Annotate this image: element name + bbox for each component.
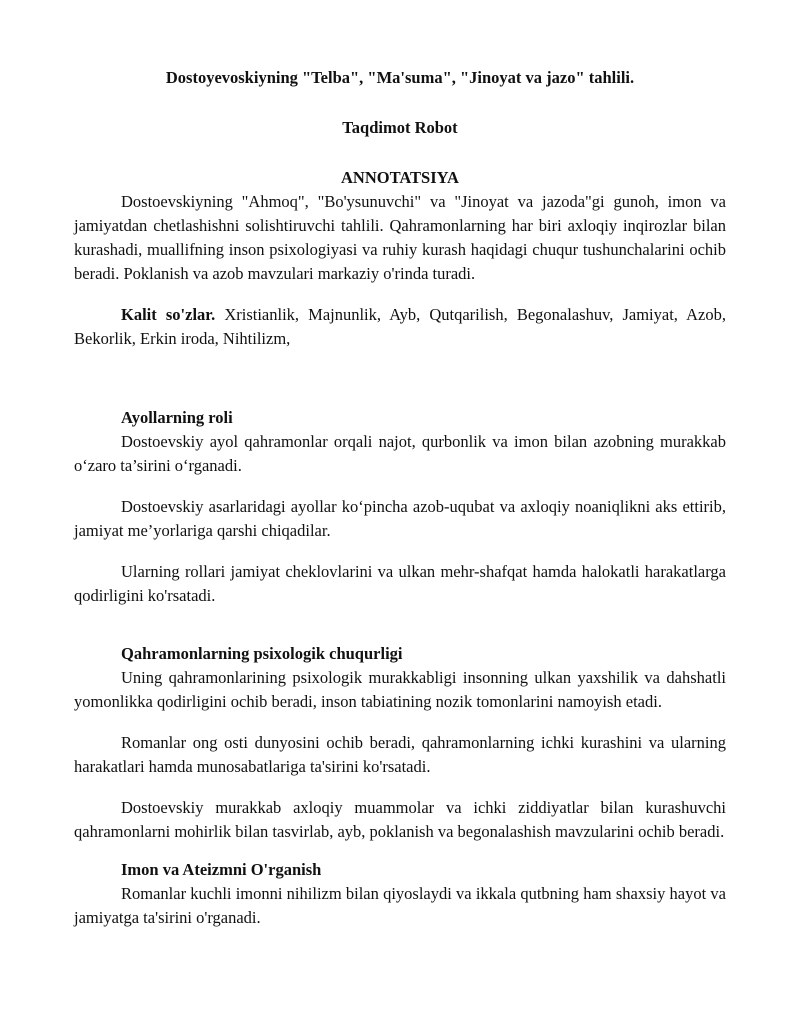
annotation-heading: ANNOTATSIYA xyxy=(341,168,459,187)
paragraph: Romanlar kuchli imonni nihilizm bilan qiyoslaydi va ikkala qutbning ham shaxsiy hayot va jamiyatga ta'sirini o'rganadi. xyxy=(74,884,726,927)
annotation-text: Dostoevskiyning "Ahmoq", "Bo'ysunuvchi" va "Jinoyat va jazoda"gi gunoh, imon va jamiyatdan chetlashishni solishtiruvchi tahlili. Qahramonlarning har biri axloqiy inqirozlar bilan kurashadi, muallifning inson psixologiyasi va ruhiy kurash haqidagi chuqur tushunchalarini ochib beradi. Poklanish va azob mavzulari markaziy o'rinda turadi. xyxy=(74,192,726,283)
paragraph: Dostoevskiy murakkab axloqiy muammolar va ichki ziddiyatlar bilan kurashuvchi qahramonlarni mohirlik bilan tasvirlab, ayb, poklanish va begonalashish mavzularini ochib beradi. xyxy=(74,798,726,841)
section-heading-psychological-depth: Qahramonlarning psixologik chuqurligi xyxy=(121,644,403,663)
keywords-label: Kalit so'zlar. xyxy=(121,305,216,324)
section-heading-faith-atheism: Imon va Ateizmni O'rganish xyxy=(121,860,322,879)
document-title: Dostoyevoskiyning "Telba", "Ma'suma", "Jinoyat va jazo" tahlili. xyxy=(165,68,635,87)
paragraph: Ularning rollari jamiyat cheklovlarini va ulkan mehr-shafqat hamda halokatli harakatlarga qodirligini ko'rsatadi. xyxy=(74,562,726,605)
document-page xyxy=(74,66,726,930)
paragraph: Romanlar ong osti dunyosini ochib beradi, qahramonlarning ichki kurashini va ularning harakatlari hamda munosabatlariga ta'sirini ko'rsatadi. xyxy=(74,733,726,776)
document-author: Taqdimot Robot xyxy=(342,118,458,137)
keywords-text: Xristianlik, Majnunlik, Ayb, Qutqarilish, Begonalashuv, Jamiyat, Azob, Bekorlik, Erkin iroda, Nihtilizm, xyxy=(74,305,726,348)
keywords-paragraph xyxy=(74,303,726,351)
paragraph: Uning qahramonlarining psixologik murakkabligi insonning ulkan yaxshilik va dahshatli yomonlikka qodirligini ochib beradi, inson tabiatining nozik tomonlarini namoyish etadi. xyxy=(74,668,726,711)
paragraph: Dostoevskiy ayol qahramonlar orqali najot, qurbonlik va imon bilan azobning murakkab o‘zaro ta’sirini o‘rganadi. xyxy=(74,432,726,475)
section-heading-women-role: Ayollarning roli xyxy=(121,408,233,427)
paragraph: Dostoevskiy asarlaridagi ayollar ko‘pincha azob-uqubat va axloqiy noaniqlikni aks ettirib, jamiyat me’yorlariga qarshi chiqadilar. xyxy=(74,497,726,540)
